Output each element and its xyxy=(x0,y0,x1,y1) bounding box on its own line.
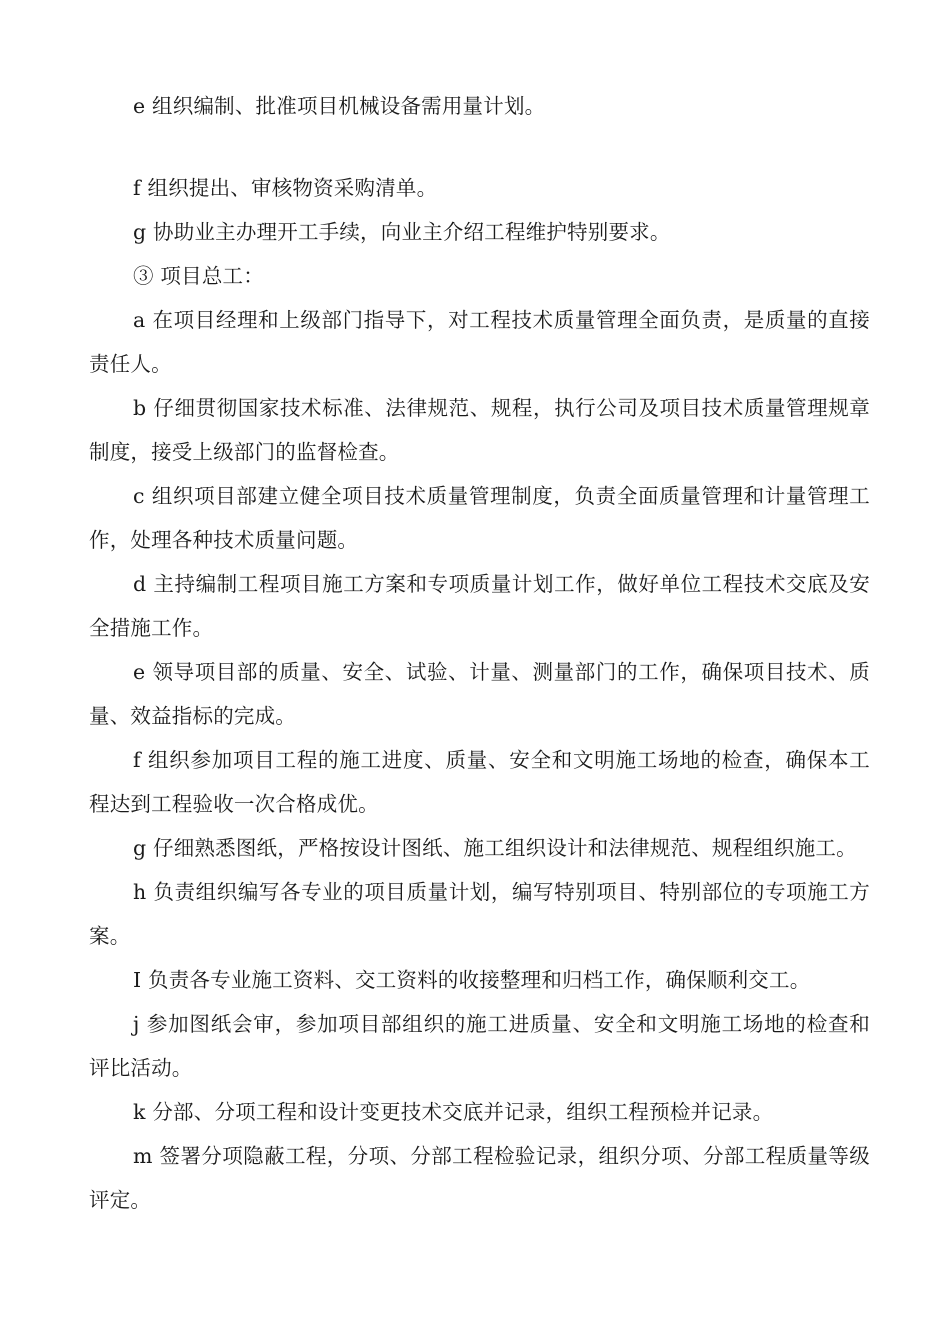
paragraph-c-quality-system: c 组织项目部建立健全项目技术质量管理制度，负责全面质量管理和计量管理工作，处理各种技术质量问题。 xyxy=(89,484,870,552)
paragraph-k-technical-disclosure: k 分部、分项工程和设计变更技术交底并记录，组织工程预检并记录。 xyxy=(133,1100,774,1124)
paragraph-g-start-procedures: g 协助业主办理开工手续，向业主介绍工程维护特别要求。 xyxy=(133,220,671,244)
paragraph-g-drawings: g 仔细熟悉图纸，严格按设计图纸、施工组织设计和法律规范、规程组织施工。 xyxy=(133,836,857,860)
paragraph-i-documentation: I 负责各专业施工资料、交工资料的收接整理和归档工作，确保顺利交工。 xyxy=(133,968,811,992)
paragraph-e-equipment-plan: e 组织编制、批准项目机械设备需用量计划。 xyxy=(133,94,546,118)
paragraph-f-site-inspection: f 组织参加项目工程的施工进度、质量、安全和文明施工场地的检查，确保本工程达到工程验收一次合格成优。 xyxy=(89,748,870,816)
section-heading-chief-engineer: ③ 项目总工： xyxy=(133,264,264,288)
paragraph-e-lead-departments: e 领导项目部的质量、安全、试验、计量、测量部门的工作，确保项目技术、质量、效益指标的完成。 xyxy=(89,660,870,728)
paragraph-b-standards: b 仔细贯彻国家技术标准、法律规范、规程，执行公司及项目技术质量管理规章制度，接受上级部门的监督检查。 xyxy=(89,396,870,464)
paragraph-m-inspection-records: m 签署分项隐蔽工程，分项、分部工程检验记录，组织分项、分部工程质量等级评定。 xyxy=(89,1144,870,1212)
paragraph-j-drawing-review: j 参加图纸会审，参加项目部组织的施工进质量、安全和文明施工场地的检查和评比活动。 xyxy=(89,1012,870,1080)
paragraph-h-quality-plan: h 负责组织编写各专业的项目质量计划，编写特别项目、特别部位的专项施工方案。 xyxy=(89,880,870,948)
paragraph-d-construction-plan: d 主持编制工程项目施工方案和专项质量计划工作，做好单位工程技术交底及安全措施工作。 xyxy=(89,572,870,640)
paragraph-a-quality-responsibility: a 在项目经理和上级部门指导下，对工程技术质量管理全面负责，是质量的直接责任人。 xyxy=(89,308,870,376)
document-page xyxy=(89,84,870,1222)
paragraph-f-procurement-list: f 组织提出、审核物资采购清单。 xyxy=(133,176,438,200)
